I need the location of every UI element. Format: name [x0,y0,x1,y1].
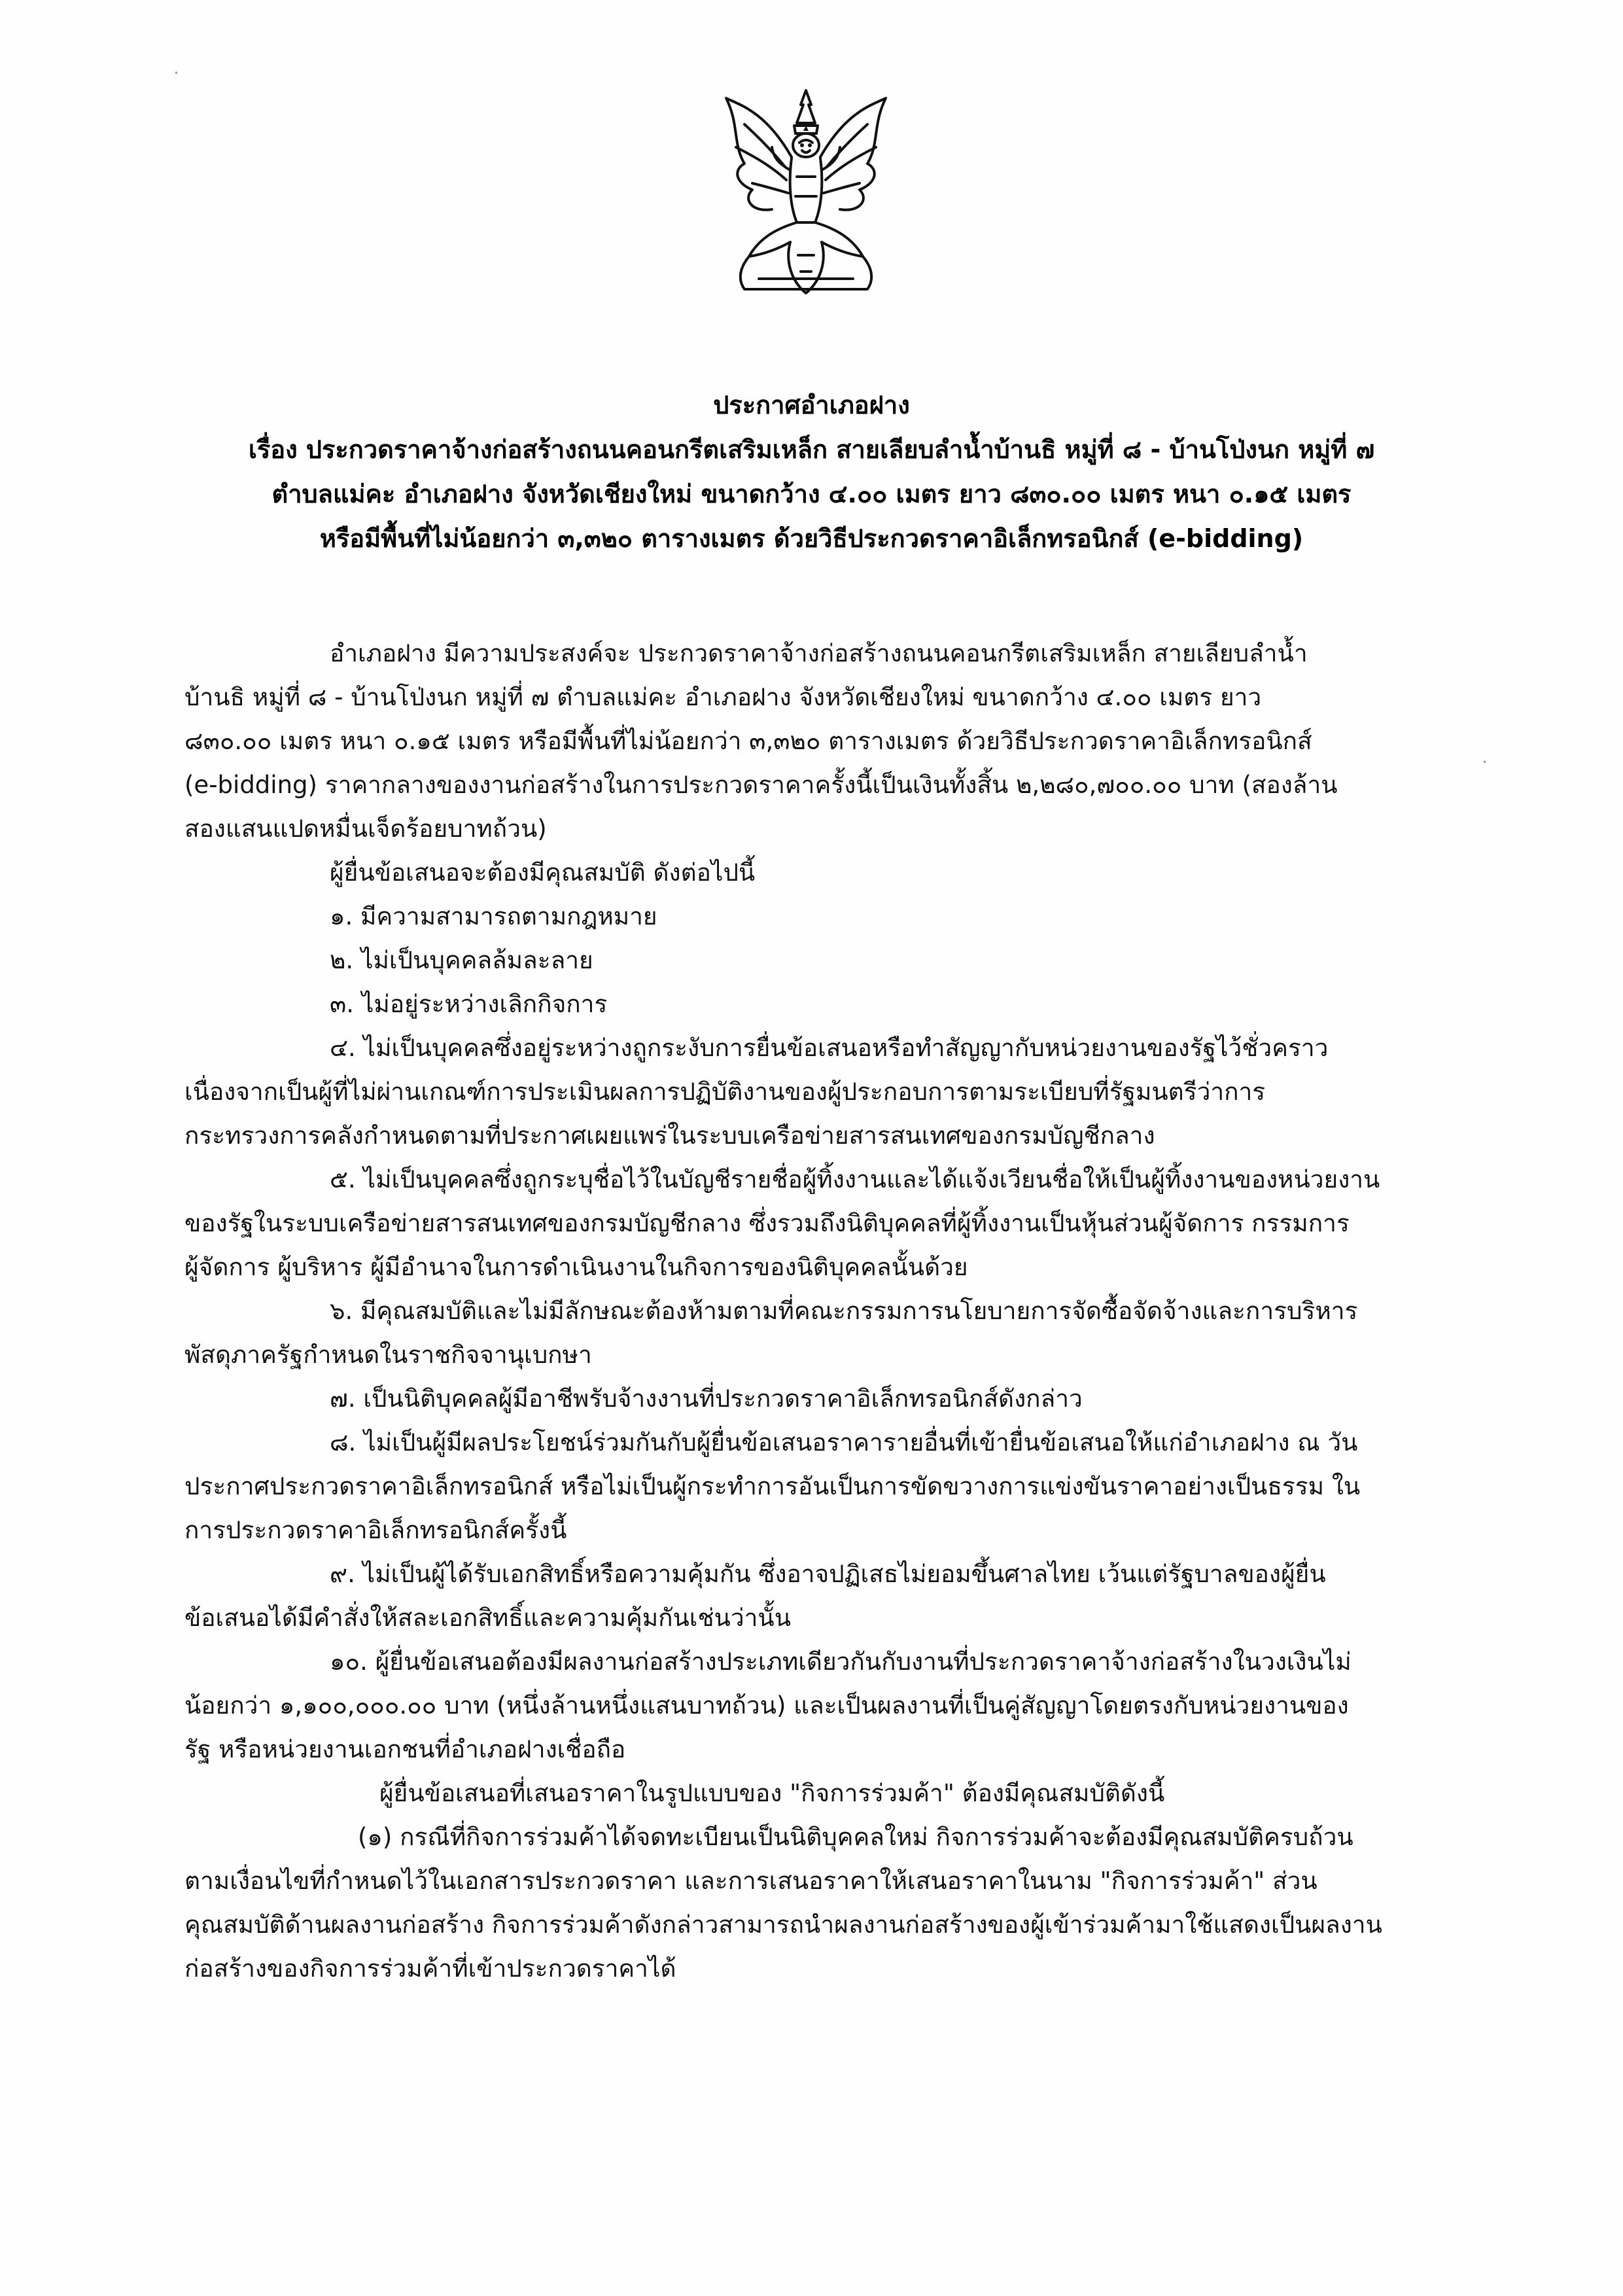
title-line-1: ประกาศอำเภอฝาง [713,391,910,419]
body-line: ข้อเสนอได้มีคำสั่งให้สละเอกสิทธิ์และความคุ้มกันเช่นว่านั้น [184,1604,791,1632]
qualification-item: ๘. ไม่เป็นผู้มีผลประโยชน์ร่วมกันกับผู้ยื่นข้อเสนอราคารายอื่นที่เข้ายื่นข้อเสนอให้แก่อำเภอฝาง ณ วัน [330,1428,1358,1457]
qualification-item: ๒. ไม่เป็นบุคคลล้มละลาย [330,946,593,974]
body-line: ผู้จัดการ ผู้บริหาร ผู้มีอำนาจในการดำเนินงานในกิจการของนิติบุคคลนั้นด้วย [184,1253,968,1281]
joint-venture-intro: ผู้ยื่นข้อเสนอที่เสนอราคาในรูปแบบของ "กิจการร่วมค้า" ต้องมีคุณสมบัติดังนี้ [379,1779,1165,1807]
body-line: ๘๓๐.๐๐ เมตร หนา ๐.๑๕ เมตร หรือมีพื้นที่ไม่น้อยกว่า ๓,๓๒๐ ตารางเมตร ด้วยวิธีประกวดราคาอิเล็กทรอนิกส์ [184,727,1312,755]
garuda-emblem-icon [713,85,899,301]
body-line: กระทรวงการคลังกำหนดตามที่ประกาศเผยแพร่ในระบบเครือข่ายสารสนเทศของกรมบัญชีกลาง [184,1122,1155,1150]
qualification-item: ๔. ไม่เป็นบุคคลซึ่งอยู่ระหว่างถูกระงับการยื่นข้อเสนอหรือทำสัญญากับหน่วยงานของรัฐไว้ชั่วคราว [330,1034,1329,1062]
qualification-item: ๕. ไม่เป็นบุคคลซึ่งถูกระบุชื่อไว้ในบัญชีรายชื่อผู้ทิ้งงานและได้แจ้งเวียนชื่อให้เป็นผู้ทิ้งงานของหน่วยงาน [330,1165,1380,1193]
body-line: บ้านธิ หมู่ที่ ๘ - บ้านโป่งนก หมู่ที่ ๗ ตำบลแม่คะ อำเภอฝาง จังหวัดเชียงใหม่ ขนาดกว้าง ๔.๐๐ เมตร ยาว [184,683,1262,711]
qualification-item: ๓. ไม่อยู่ระหว่างเลิกกิจการ [330,990,608,1018]
body-line: ประกาศประกวดราคาอิเล็กทรอนิกส์ หรือไม่เป็นผู้กระทำการอันเป็นการขัดขวางการแข่งขันราคาอย่างเป็นธรรม ใน [184,1472,1361,1500]
body-line: ตามเงื่อนไขที่กำหนดไว้ในเอกสารประกวดราคา และการเสนอราคาให้เสนอราคาในนาม "กิจการร่วมค้า" ส่วน [184,1867,1318,1895]
body-line: น้อยกว่า ๑,๑๐๐,๐๐๐.๐๐ บาท (หนึ่งล้านหนึ่งแสนบาทถ้วน) และเป็นผลงานที่เป็นคู่สัญญาโดยตรงกับหน่วยงานของ [184,1691,1349,1720]
title-line-3: ตำบลแม่คะ อำเภอฝาง จังหวัดเชียงใหม่ ขนาดกว้าง ๔.๐๐ เมตร ยาว ๘๓๐.๐๐ เมตร หนา ๐.๑๕ เมตร [271,480,1352,508]
body-line: พัสดุภาครัฐกำหนดในราชกิจจานุเบกษา [184,1341,592,1369]
body-line: สองแสนแปดหมื่นเจ็ดร้อยบาทถ้วน) [184,815,547,843]
body-line: รัฐ หรือหน่วยงานเอกชนที่อำเภอฝางเชื่อถือ [184,1735,626,1763]
announcement-title [118,383,1505,561]
body-line: ของรัฐในระบบเครือข่ายสารสนเทศของกรมบัญชีกลาง ซึ่งรวมถึงนิติบุคคลที่ผู้ทิ้งงานเป็นหุ้นส่วนผู้จัดการ กรรมการ [184,1209,1350,1237]
body-line: คุณสมบัติด้านผลงานก่อสร้าง กิจการร่วมค้าดังกล่าวสามารถนำผลงานก่อสร้างของผู้เข้าร่วมค้ามาใช้แสดงเป็นผลงาน [184,1911,1382,1939]
qualification-item: ๑๐. ผู้ยื่นข้อเสนอต้องมีผลงานก่อสร้างประเภทเดียวกันกับงานที่ประกวดราคาจ้างก่อสร้างในวงเงินไม่ [330,1648,1352,1676]
qualification-item: ๙. ไม่เป็นผู้ได้รับเอกสิทธิ์หรือความคุ้มกัน ซึ่งอาจปฏิเสธไม่ยอมขึ้นศาลไทย เว้นแต่รัฐบาลของผู้ยื่น [330,1560,1326,1588]
body-line: เนื่องจากเป็นผู้ที่ไม่ผ่านเกณฑ์การประเมินผลการปฏิบัติงานของผู้ประกอบการตามระเบียบที่รัฐมนตรีว่าการ [184,1078,1266,1106]
body-line: การประกวดราคาอิเล็กทรอนิกส์ครั้งนี้ [184,1516,567,1544]
qualification-item: ๖. มีคุณสมบัติและไม่มีลักษณะต้องห้ามตามที่คณะกรรมการนโยบายการจัดซื้อจัดจ้างและการบริหาร [330,1297,1358,1325]
qualification-item: ๑. มีความสามารถตามกฎหมาย [330,902,657,930]
title-line-2: เรื่อง ประกวดราคาจ้างก่อสร้างถนนคอนกรีตเสริมเหล็ก สายเลียบลำน้ำบ้านธิ หมู่ที่ ๘ - บ้านโป่งนก หมู่ที่ ๗ [248,435,1375,464]
scan-speck: · [1482,751,1488,773]
qualification-item: ๗. เป็นนิติบุคคลผู้มีอาชีพรับจ้างงานที่ประกวดราคาอิเล็กทรอนิกส์ดังกล่าว [330,1385,1083,1413]
body-line: (e-bidding) ราคากลางของงานก่อสร้างในการประกวดราคาครั้งนี้เป็นเงินทั้งสิ้น ๒,๒๘๐,๗๐๐.๐๐ บาท (สองล้าน [184,771,1338,799]
qualification-intro: ผู้ยื่นข้อเสนอจะต้องมีคุณสมบัติ ดังต่อไปนี้ [330,858,756,887]
body-line: ก่อสร้างของกิจการร่วมค้าที่เข้าประกวดราคาได้ [184,1954,676,1983]
scan-speck: · [173,62,179,84]
joint-venture-item: (๑) กรณีที่กิจการร่วมค้าได้จดทะเบียนเป็นนิติบุคคลใหม่ กิจการร่วมค้าจะต้องมีคุณสมบัติครบถ้วน [358,1823,1353,1851]
body-line: อำเภอฝาง มีความประสงค์จะ ประกวดราคาจ้างก่อสร้างถนนคอนกรีตเสริมเหล็ก สายเลียบลำน้ำ [330,639,1308,667]
title-line-4: หรือมีพื้นที่ไม่น้อยกว่า ๓,๓๒๐ ตารางเมตร ด้วยวิธีประกวดราคาอิเล็กทรอนิกส์ (e-bidding) [319,524,1304,553]
announcement-body [184,631,1441,1990]
